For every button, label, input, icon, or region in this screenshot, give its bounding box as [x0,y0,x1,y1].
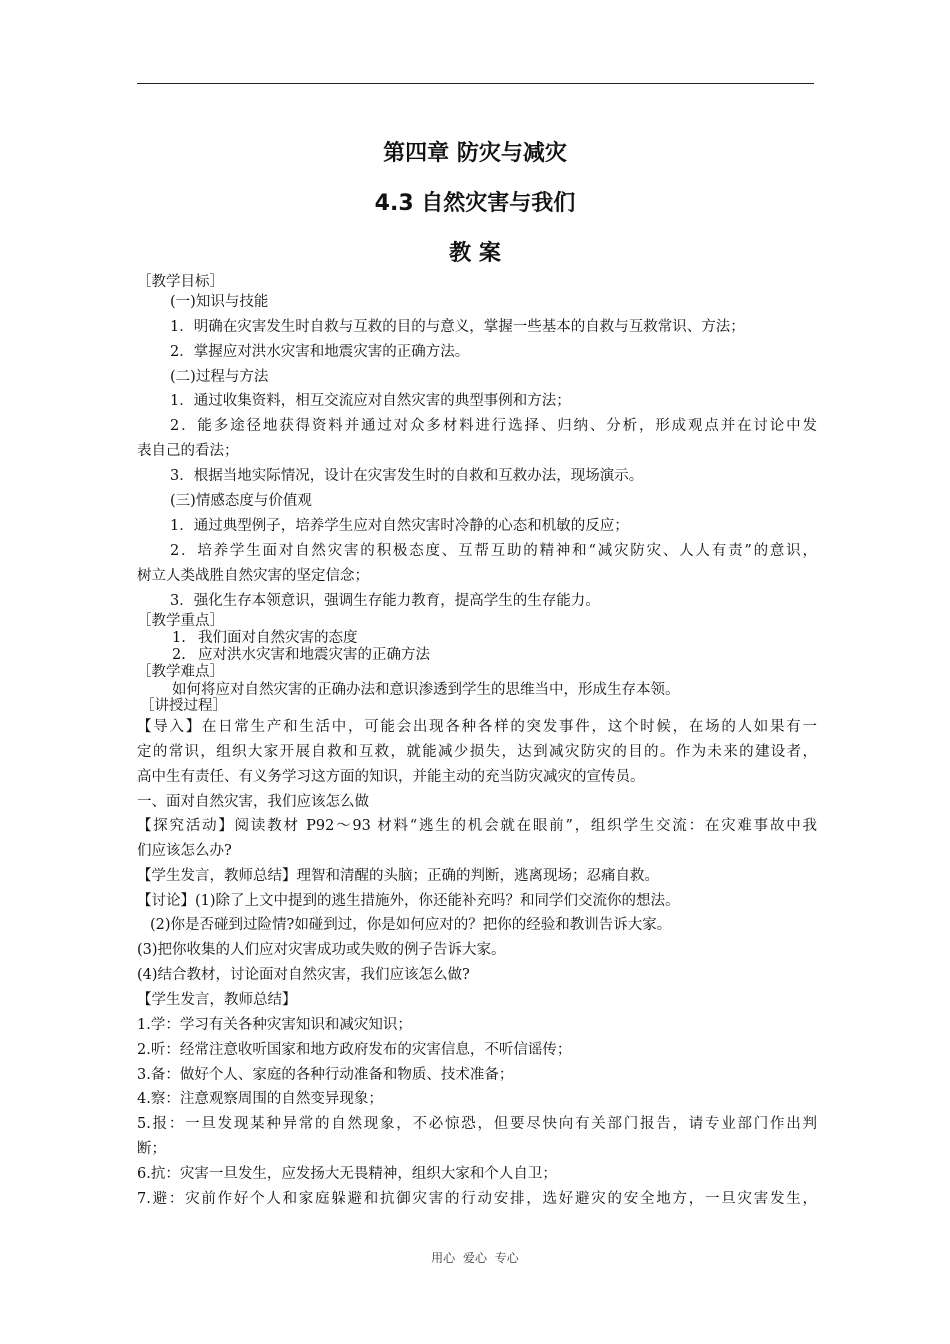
key-point-number: 1. [172,630,186,646]
summary-line-2: 【学生发言，教师总结】 [137,992,297,1008]
discuss-line-1: 【讨论】(1)除了上文中提到的逃生措施外，你还能补充吗？和同学们交流你的想法。 [137,893,680,909]
key-point-text: 我们面对自然灾害的态度 [198,630,358,646]
list-item-prepare: 3.备：做好个人、家庭的各种行动准备和物质、技术准备； [137,1067,514,1083]
part-one-heading: 一、面对自然灾害，我们应该怎么做 [137,794,369,810]
process-item-2-line-2: 表自己的看法； [137,443,239,459]
process-item-1: 1．通过收集资料，相互交流应对自然灾害的典型事例和方法； [170,393,571,409]
emotion-item-2-line-2: 树立人类战胜自然灾害的坚定信念； [137,568,369,584]
chapter-title: 第四章 防灾与减灾 [383,141,567,166]
process-heading: ［讲授过程］ [140,698,227,714]
emotion-heading: (三)情感态度与价值观 [170,493,312,509]
process-item-3: 3．根据当地实际情况，设计在灾害发生时的自救和互救办法，现场演示。 [170,468,644,484]
intro-line-2: 定的常识，组织大家开展自救和互救，就能减少损失，达到减灾防灾的目的。作为未来的建设者， [137,744,817,760]
key-point-item [172,629,358,647]
emotion-item-2-line-1: 2．培养学生面对自然灾害的积极态度、互帮互助的精神和“减灾防灾、人人有责”的意识， [170,543,817,559]
summary-line-1: 【学生发言，教师总结】理智和清醒的头脑；正确的判断，逃离现场；忍痛自救。 [137,868,659,884]
discuss-line-3: (3)把你收集的人们应对灾害成功或失败的例子告诉大家。 [137,942,506,958]
process-item-2-line-1: 2．能多途径地获得资料并通过对众多材料进行选择、归纳、分析，形成观点并在讨论中发 [170,418,817,434]
list-item-listen: 2.听：经常注意收听国家和地方政府发布的灾害信息，不听信谣传； [137,1042,572,1058]
doc-type-title: 教 案 [449,241,501,266]
knowledge-item-2: 2．掌握应对洪水灾害和地震灾害的正确方法。 [170,344,470,360]
discuss-line-2: (2)你是否碰到过险情?如碰到过，你是如何应对的？把你的经验和教训告诉大家。 [150,917,672,933]
list-item-avoid: 7.避：灾前作好个人和家庭躲避和抗御灾害的行动安排，选好避灾的安全地方，一旦灾害发生， [137,1191,817,1207]
explore-line-1: 【探究活动】阅读教材 P92～93 材料“逃生的机会就在眼前”，组织学生交流：在灾难事故中我 [137,818,817,834]
difficulties-heading: ［教学难点］ [137,664,224,680]
key-point-item [172,646,430,664]
key-points-heading: ［教学重点］ [137,613,224,629]
objectives-heading: ［教学目标］ [137,274,224,290]
emotion-item-3: 3．强化生存本领意识，强调生存能力教育，提高学生的生存能力。 [170,593,600,609]
knowledge-heading: (一)知识与技能 [170,294,269,310]
intro-line-3: 高中生有责任、有义务学习这方面的知识，并能主动的充当防灾减灾的宣传员。 [137,769,645,785]
discuss-line-4: (4)结合教材，讨论面对自然灾害，我们应该怎么做? [137,967,470,983]
process-method-heading: (二)过程与方法 [170,369,269,385]
list-item-learn: 1.学：学习有关各种灾害知识和减灾知识； [137,1017,412,1033]
key-point-text: 应对洪水灾害和地震灾害的正确方法 [198,647,430,663]
intro-line-1: 【导入】在日常生产和生活中，可能会出现各种各样的突发事件，这个时候，在场的人如果有一 [137,719,817,735]
explore-line-2: 们应该怎么办? [137,843,232,859]
difficulties-text: 如何将应对自然灾害的正确办法和意识渗透到学生的思维当中，形成生存本领。 [172,682,680,698]
list-item-report-line-2: 断； [137,1141,166,1157]
section-title: 4.3 自然灾害与我们 [374,191,576,216]
page-footer: 用心 爱心 专心 [431,1251,519,1265]
list-item-report-line-1: 5.报：一旦发现某种异常的自然现象，不必惊恐，但要尽快向有关部门报告，请专业部门作出判 [137,1116,817,1132]
knowledge-item-1: 1．明确在灾害发生时自救与互救的目的与意义，掌握一些基本的自救与互救常识、方法； [170,319,745,335]
list-item-observe: 4.察：注意观察周围的自然变异现象； [137,1091,383,1107]
key-point-number: 2. [172,647,186,663]
list-item-resist: 6.抗：灾害一旦发生，应发扬大无畏精神，组织大家和个人自卫； [137,1166,557,1182]
emotion-item-1: 1．通过典型例子，培养学生应对自然灾害时冷静的心态和机敏的反应； [170,518,629,534]
header-rule [137,83,814,84]
